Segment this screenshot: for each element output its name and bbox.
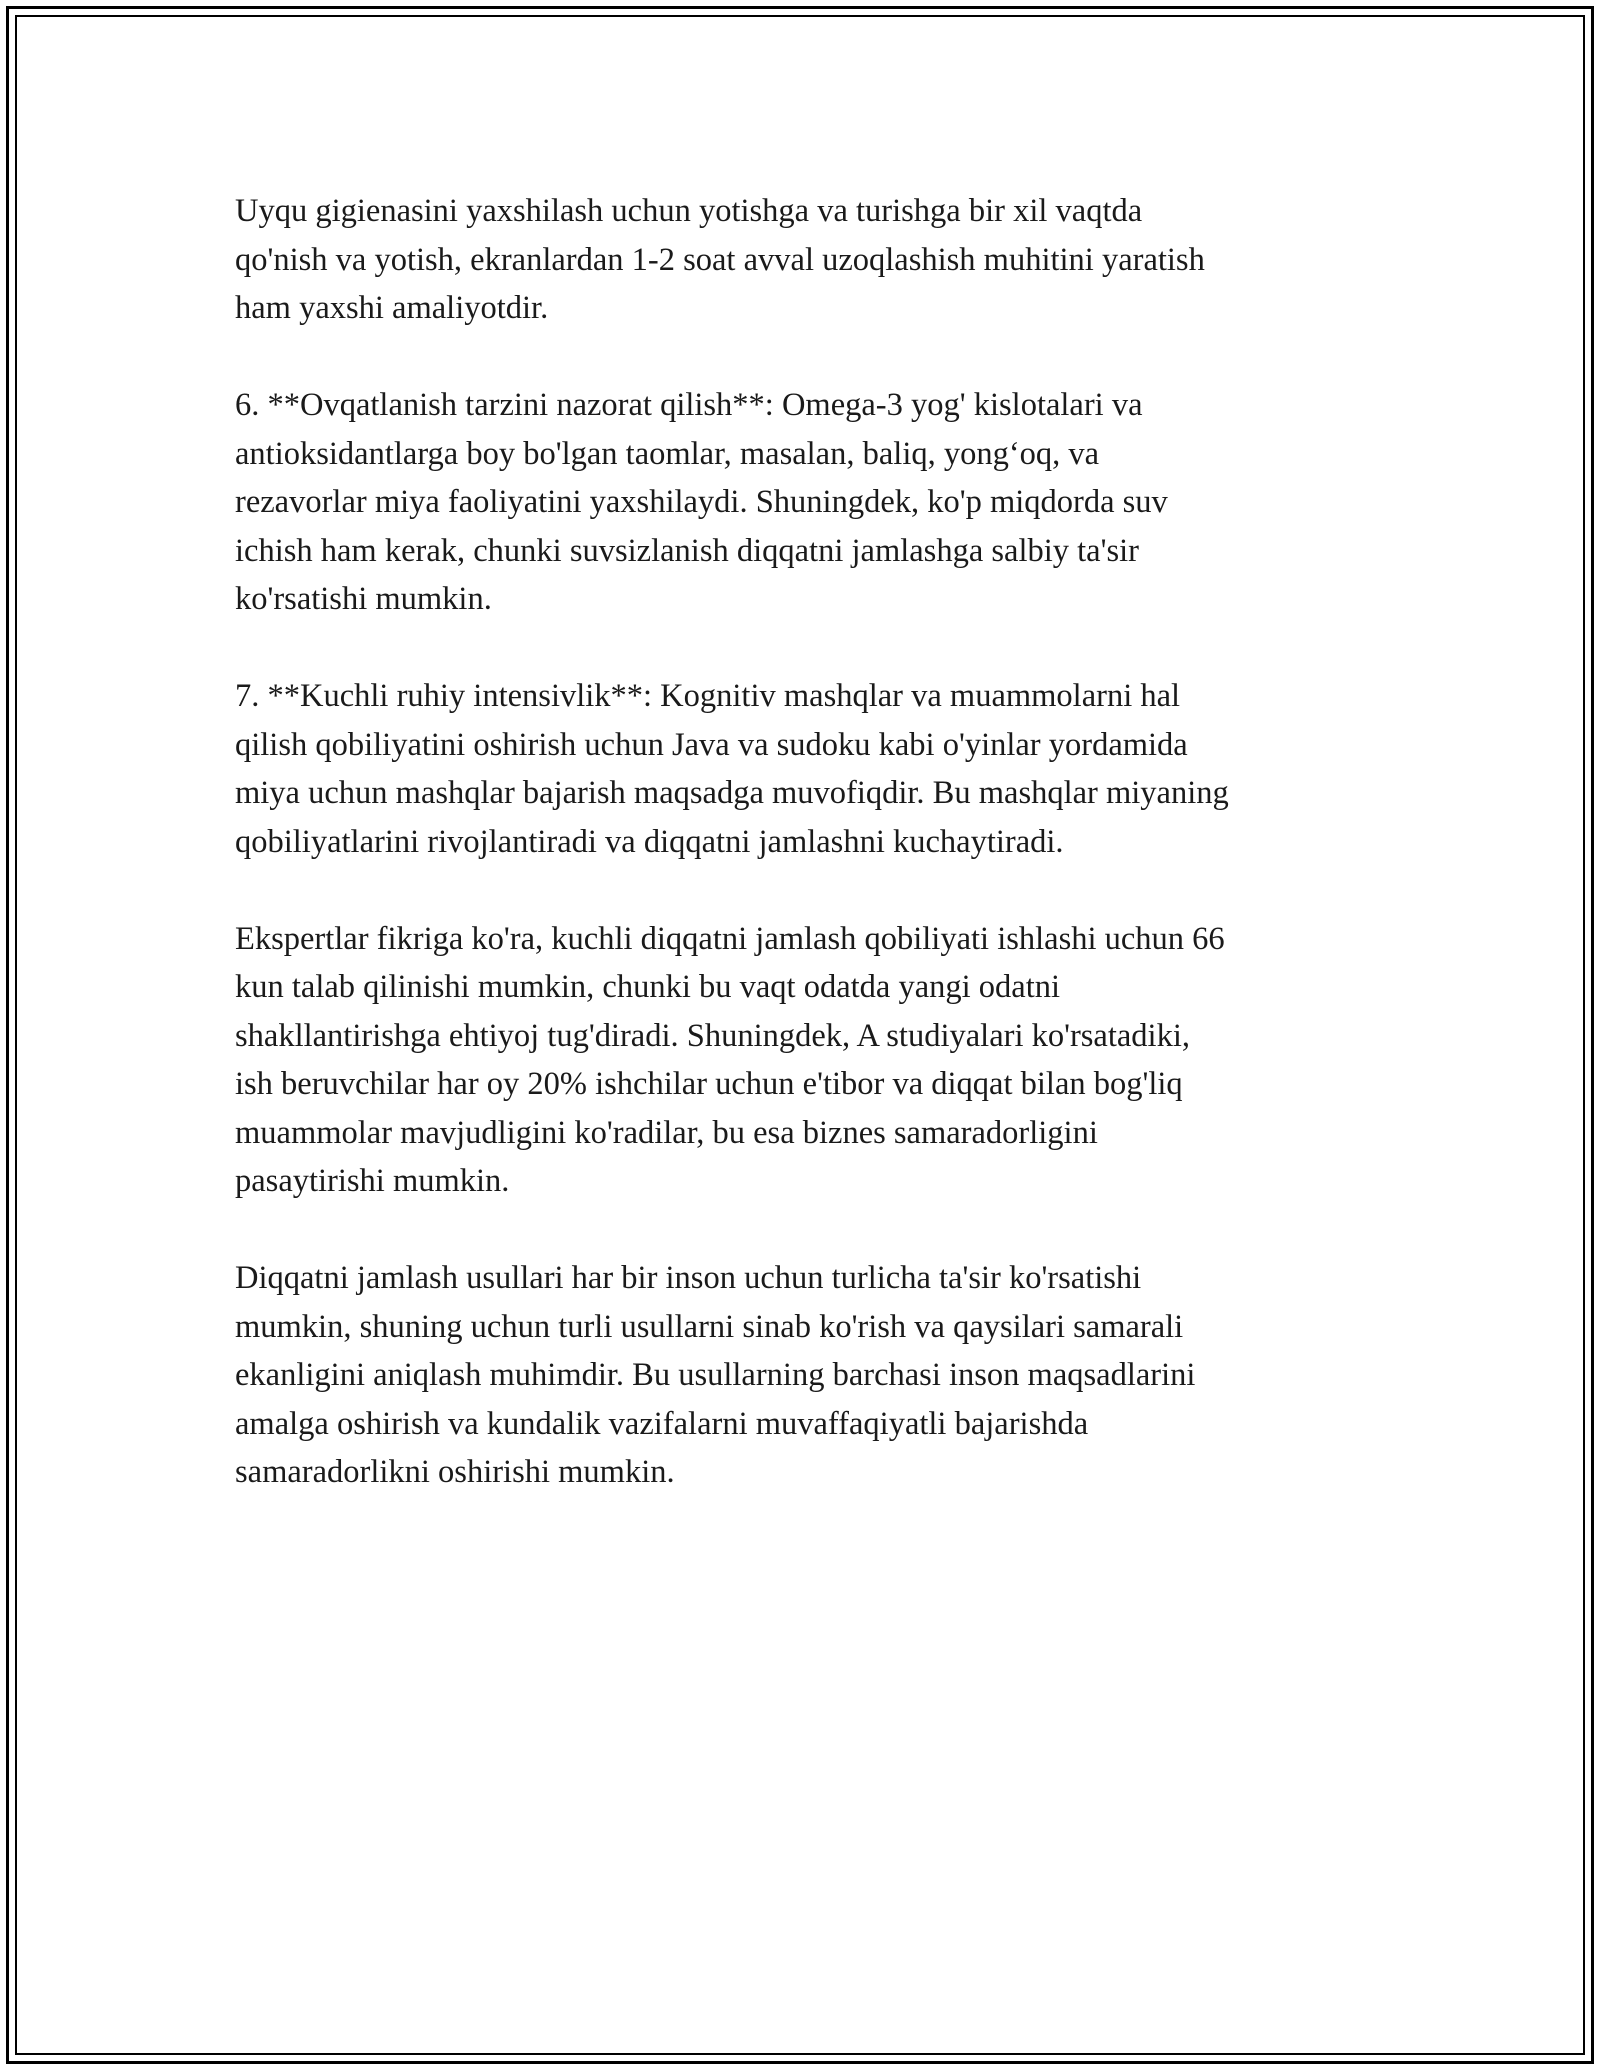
document-body (235, 187, 1385, 1545)
paragraph-sleep-hygiene: Uyqu gigienasini yaxshilash uchun yotishga va turishga bir xil vaqtda qo'nish va yotish, ekranlardan 1-2 soat avval uzoqlashish muhitini yaratish ham yaxshi amaliyotdir. (235, 193, 1205, 326)
paragraph-conclusion: Diqqatni jamlash usullari har bir inson uchun turlicha ta'sir ko'rsatishi mumkin, shuning uchun turli usullarni sinab ko'rish va qaysilari samarali ekanligini aniqlash muhimdir. Bu usullarning barchasi inson maqsadlarini amalga oshirish va kundalik vazifalarni muvaffaqiyatli bajarishda samaradorlikni oshirishi mumkin. (235, 1260, 1196, 1490)
paragraph-mental-intensity: 7. **Kuchli ruhiy intensivlik**: Kognitiv mashqlar va muammolarni hal qilish qobiliyatini oshirish uchun Java va sudoku kabi o'yinlar yordamida miya uchun mashqlar bajarish maqsadga muvofiqdir. Bu mashqlar miyaning qobiliyatlarini rivojlantiradi va diqqatni jamlashni kuchaytiradi. (235, 678, 1229, 860)
paragraph-nutrition: 6. **Ovqatlanish tarzini nazorat qilish**: Omega-3 yog' kislotalari va antioksidantlarga boy bo'lgan taomlar, masalan, baliq, yong‘oq, va rezavorlar miya faoliyatini yaxshilaydi. Shuningdek, ko'p miqdorda suv ichish ham kerak, chunki suvsizlanish diqqatni jamlashga salbiy ta'sir ko'rsatishi mumkin. (235, 387, 1168, 617)
paragraph-experts: Ekspertlar fikriga ko'ra, kuchli diqqatni jamlash qobiliyati ishlashi uchun 66 kun talab qilinishi mumkin, chunki bu vaqt odatda yangi odatni shakllantirishga ehtiyoj tug'diradi. Shuningdek, A studiyalari ko'rsatadiki, ish beruvchilar har oy 20% ishchilar uchun e'tibor va diqqat bilan bog'liq muammolar mavjudligini ko'radilar, bu esa biznes samaradorligini pasaytirishi mumkin. (235, 920, 1225, 1199)
